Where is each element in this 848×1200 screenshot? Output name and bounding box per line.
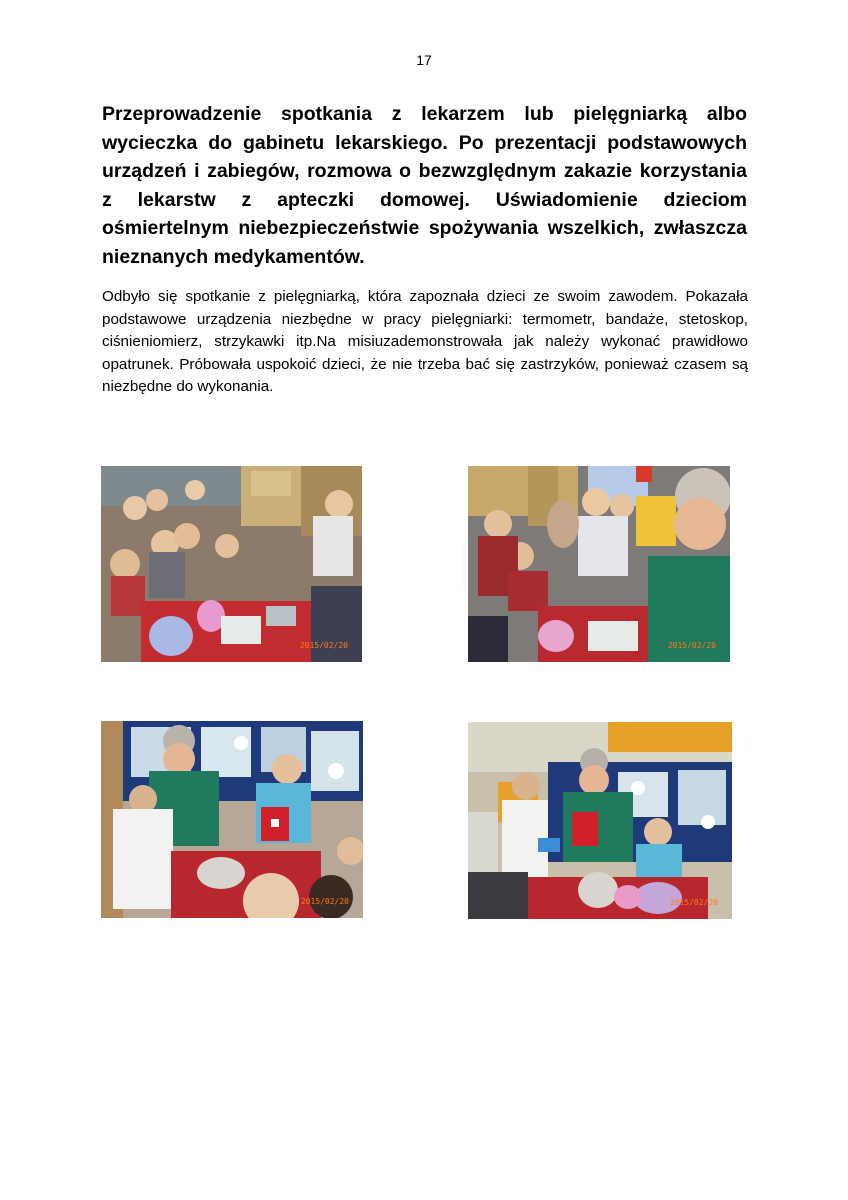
body-paragraph: Odbyło się spotkanie z pielęgniarką, która zapoznała dzieci ze swoim zawodem. Pokazała podstawowe urządzenia niezbędne w pracy pielęgniarki: termometr, bandaże, stetoskop, ciśnieniomierz, strzykawki itp.Na misiuzademonstrowała jak należy wykonać prawidłowo opatrunek. Próbowała uspokoić dzieci, że nie trzeba bać się zastrzyków, ponieważ czasem są niezbędne do wykonania. — [102, 288, 748, 395]
photo-nurse-demonstration — [468, 466, 730, 662]
photo-date-stamp: 2015/02/20 — [299, 641, 348, 650]
page-number: 17 — [416, 52, 432, 68]
photo-children-with-nurse-image — [468, 722, 732, 919]
photo-date-stamp: 2015/02/20 — [669, 898, 718, 907]
photo-first-aid-kit-image — [101, 721, 363, 918]
photo-date-stamp: 2015/02/20 — [667, 641, 716, 650]
photo-nurse-demonstration-image — [468, 466, 730, 662]
photo-children-at-table — [101, 466, 362, 662]
section-heading: Przeprowadzenie spotkania z lekarzem lub pielęgniarką albo wycieczka do gabinetu lekarskiego. Po prezentacji podstawowych urządzeń i zabiegów, rozmowa o bezwzględnym zakazie korzystania z lekarstw z apteczki domowej. Uświadomienie dzieciom ośmiertelnym niebezpieczeństwie spożywania wszelkich, zwłaszcza nieznanych medykamentów. — [102, 103, 747, 268]
photo-first-aid-kit — [101, 721, 363, 918]
photo-children-with-nurse — [468, 722, 732, 919]
photo-date-stamp: 2015/02/20 — [300, 897, 349, 906]
photo-children-at-table-image — [101, 466, 362, 662]
